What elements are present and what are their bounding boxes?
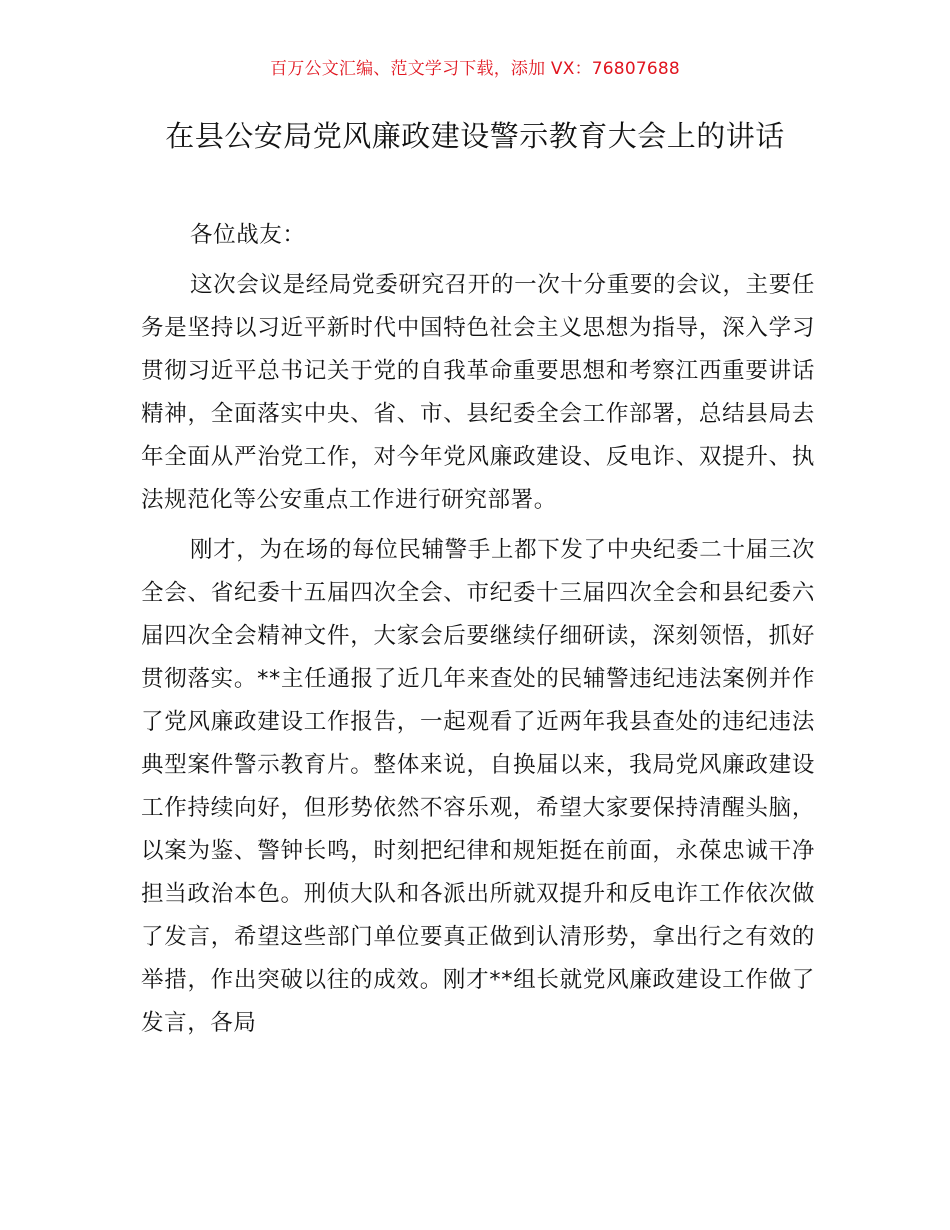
document-body [141, 214, 815, 1045]
watermark-banner: 百万公文汇编、范文学习下载，添加 VX：76807688 [270, 59, 680, 79]
document-title: 在县公安局党风廉政建设警示教育大会上的讲话 [165, 119, 785, 153]
greeting-line: 各位战友： [190, 222, 306, 248]
paragraph-2: 刚才，为在场的每位民辅警手上都下发了中央纪委二十届三次全会、省纪委十五届四次全会、市纪委十三届四次全会和县纪委六届四次全会精神文件，大家会后要继续仔细研读，深刻领悟，抓好贯彻落实。**主任通报了近几年来查处的民辅警违纪违法案例并作了党风廉政建设工作报告，一起观看了近两年我县查处的违纪违法典型案件警示教育片。整体来说，自换届以来，我局党风廉政建设工作持续向好，但形势依然不容乐观，希望大家要保持清醒头脑，以案为鉴、警钟长鸣，时刻把纪律和规矩挺在前面，永葆忠诚干净担当政治本色。刑侦大队和各派出所就双提升和反电诈工作依次做了发言，希望这些部门单位要真正做到认清形势，拿出行之有效的举措，作出突破以往的成效。刚才**组长就党风廉政建设工作做了发言，各局 [141, 537, 815, 1036]
paragraph-1: 这次会议是经局党委研究召开的一次十分重要的会议，主要任务是坚持以习近平新时代中国特色社会主义思想为指导，深入学习贯彻习近平总书记关于党的自我革命重要思想和考察江西重要讲话精神，全面落实中央、省、市、县纪委全会工作部署，总结县局去年全面从严治党工作，对今年党风廉政建设、反电诈、双提升、执法规范化等公安重点工作进行研究部署。 [141, 272, 815, 513]
